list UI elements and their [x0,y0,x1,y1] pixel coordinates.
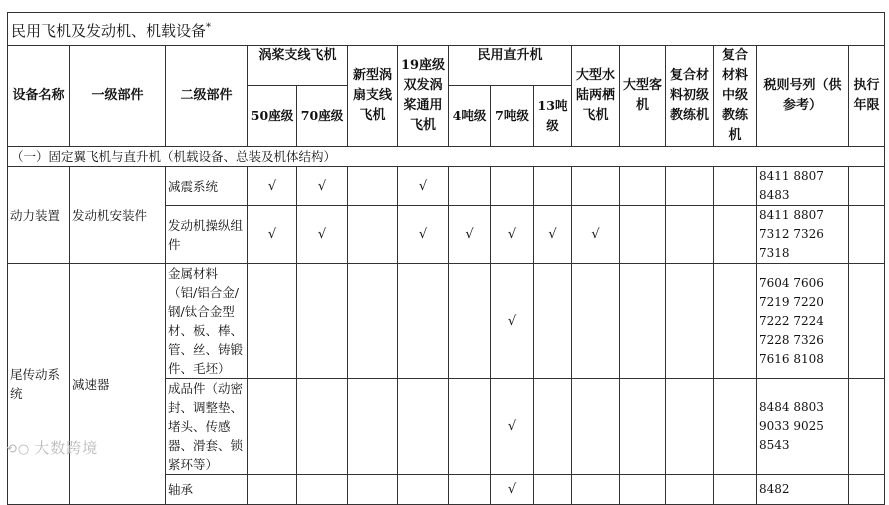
cell-device: 尾传动系统 [8,264,70,505]
empty-cell [348,264,398,379]
header-19-seat: 19座级双发涡桨通用飞机 [398,46,449,147]
empty-cell [620,167,666,206]
empty-cell [849,475,885,505]
watermark-text: 大数跨境 [34,439,99,457]
empty-cell [714,264,757,379]
header-heli-7t: 7吨级 [491,85,534,146]
check-mark: √ [398,206,449,264]
cell-codes: 8484 8803 9033 9025 8543 [757,379,849,475]
cell-codes: 8482 [757,475,849,505]
empty-cell [534,475,572,505]
cell-level2: 金属材料（铝/铝合金/钢/钛合金型材、板、棒、管、丝、铸锻件、毛坯） [166,264,248,379]
check-mark: √ [297,167,348,206]
section-title: （一）固定翼飞机与直升机（机载设备、总装及机体结构） [8,147,885,167]
empty-cell [572,379,620,475]
check-mark: √ [248,167,297,206]
empty-cell [849,264,885,379]
title-mark: * [206,21,212,33]
check-mark: √ [491,475,534,505]
header-level1: 一级部件 [70,46,166,147]
empty-cell [666,167,714,206]
watermark-logo-icon: ⟲○ [6,442,31,457]
header-large-airliner: 大型客机 [620,46,666,147]
empty-cell [666,379,714,475]
watermark [6,437,98,458]
empty-cell [714,167,757,206]
header-amphibian: 大型水陆两栖飞机 [572,46,620,147]
empty-cell [572,167,620,206]
check-mark: √ [572,206,620,264]
header-composite-mid: 复合材料中级教练机 [714,46,757,147]
empty-cell [348,167,398,206]
check-mark: √ [534,206,572,264]
cell-level2: 轴承 [166,475,248,505]
title-text: 民用飞机及发动机、机载设备 [11,21,207,40]
empty-cell [620,475,666,505]
cell-level2: 成品件（动密封、调整垫、堵头、传感器、滑套、锁紧环等） [166,379,248,475]
empty-cell [714,475,757,505]
empty-cell [714,379,757,475]
check-mark: √ [297,206,348,264]
check-mark: √ [491,264,534,379]
empty-cell [620,206,666,264]
empty-cell [666,475,714,505]
empty-cell [849,167,885,206]
empty-cell [398,379,449,475]
equipment-table [7,12,885,505]
empty-cell [348,206,398,264]
cell-codes: 8411 8807 7312 7326 7318 [757,206,849,264]
header-heli-4t: 4吨级 [449,85,491,146]
header-turboprop-70: 70座级 [297,85,348,146]
empty-cell [491,167,534,206]
empty-cell [620,379,666,475]
header-composite-primary: 复合材料初级教练机 [666,46,714,147]
cell-level2: 发动机操纵组件 [166,206,248,264]
empty-cell [248,264,297,379]
empty-cell [666,264,714,379]
check-mark: √ [491,379,534,475]
empty-cell [297,264,348,379]
header-turboprop-50: 50座级 [248,85,297,146]
empty-cell [398,264,449,379]
header-heli-13t: 13吨级 [534,85,572,146]
cell-level1: 减速器 [70,264,166,505]
cell-codes: 7604 7606 7219 7220 7222 7224 7228 7326 7616 8108 [757,264,849,379]
empty-cell [534,379,572,475]
empty-cell [449,475,491,505]
empty-cell [849,379,885,475]
cell-level1: 发动机安装件 [70,167,166,264]
check-mark: √ [491,206,534,264]
empty-cell [666,206,714,264]
header-tariff-codes: 税则号列（供参考） [757,46,849,147]
table-row [8,264,885,379]
empty-cell [248,475,297,505]
check-mark: √ [248,206,297,264]
empty-cell [620,264,666,379]
empty-cell [449,379,491,475]
empty-cell [348,379,398,475]
empty-cell [534,167,572,206]
empty-cell [572,475,620,505]
check-mark: √ [449,206,491,264]
table-row [8,167,885,206]
header-level2: 二级部件 [166,46,248,147]
cell-device: 动力装置 [8,167,70,264]
header-device-name: 设备名称 [8,46,70,147]
empty-cell [297,379,348,475]
empty-cell [398,475,449,505]
empty-cell [449,264,491,379]
empty-cell [572,264,620,379]
cell-codes: 8411 8807 8483 [757,167,849,206]
header-new-turbofan: 新型涡扇支线飞机 [348,46,398,147]
empty-cell [849,206,885,264]
empty-cell [348,475,398,505]
check-mark: √ [398,167,449,206]
table-title [8,13,885,46]
header-exec-period: 执行年限 [849,46,885,147]
empty-cell [297,475,348,505]
empty-cell [534,264,572,379]
empty-cell [714,206,757,264]
cell-level2: 减震系统 [166,167,248,206]
header-heli-group: 民用直升机 [449,46,572,86]
empty-cell [248,379,297,475]
empty-cell [449,167,491,206]
header-turboprop-group: 涡桨支线飞机 [248,46,348,86]
